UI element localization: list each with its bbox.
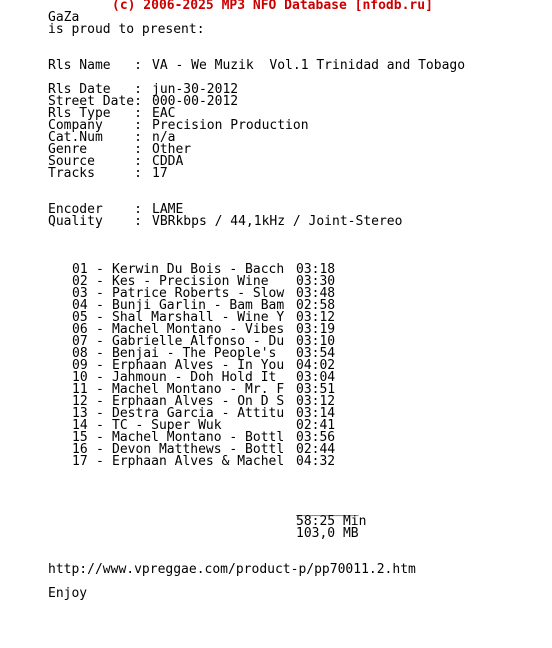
totals-separator: ________ — [296, 502, 359, 517]
track-duration: 03:56 — [296, 430, 336, 445]
track-number: 16 — [72, 442, 88, 457]
info-label: Street Date: — [48, 94, 142, 109]
product-url[interactable]: http://www.vpreggae.com/product-p/pp70011.2.htm — [48, 562, 416, 577]
track-duration: 03:30 — [296, 274, 336, 289]
track-number: 06 — [72, 322, 88, 337]
total-size: 103,0 MB — [296, 526, 359, 541]
track-number: 03 — [72, 286, 88, 301]
track-number: 11 — [72, 382, 88, 397]
info-label: Rls Type : — [48, 106, 142, 121]
track-separator: - — [96, 442, 104, 457]
track-duration: 04:02 — [296, 358, 336, 373]
track-separator: - — [96, 418, 104, 433]
track-separator: - — [96, 262, 104, 277]
track-separator: - — [96, 454, 104, 469]
info-label: Tracks : — [48, 166, 142, 181]
track-title: Destra Garcia - Attitu — [112, 406, 285, 421]
track-duration: 02:58 — [296, 298, 336, 313]
track-title: TC - Super Wuk — [112, 418, 285, 433]
info-value: jun-30-2012 — [152, 82, 239, 97]
track-title: Machel Montano - Bottl — [112, 430, 285, 445]
track-number: 12 — [72, 394, 88, 409]
track-number: 02 — [72, 274, 88, 289]
track-title: Machel Montano - Mr. F — [112, 382, 285, 397]
track-title: Shal Marshall - Wine Y — [112, 310, 285, 325]
track-title: Patrice Roberts - Slow — [112, 286, 285, 301]
track-duration: 03:12 — [296, 394, 336, 409]
info-label: Genre : — [48, 142, 142, 157]
track-separator: - — [96, 430, 104, 445]
track-number: 01 — [72, 262, 88, 277]
track-title: Kerwin Du Bois - Bacch — [112, 262, 285, 277]
total-duration: 58:25 Min — [296, 514, 367, 529]
track-duration: 03:10 — [296, 334, 336, 349]
track-duration: 03:04 — [296, 370, 336, 385]
encoding-label: Encoder : — [48, 202, 142, 217]
track-number: 14 — [72, 418, 88, 433]
track-separator: - — [96, 382, 104, 397]
track-duration: 03:54 — [296, 346, 336, 361]
track-number: 07 — [72, 334, 88, 349]
encoding-value: VBRkbps / 44,1kHz / Joint-Stereo — [152, 214, 403, 229]
track-duration: 04:32 — [296, 454, 336, 469]
track-duration: 02:44 — [296, 442, 336, 457]
track-title: Benjai - The People's — [112, 346, 285, 361]
info-value: 17 — [152, 166, 168, 181]
track-duration: 03:14 — [296, 406, 336, 421]
track-duration: 03:51 — [296, 382, 336, 397]
track-title: Devon Matthews - Bottl — [112, 442, 285, 457]
info-value: Other — [152, 142, 192, 157]
track-number: 09 — [72, 358, 88, 373]
track-title: Erphaan Alves - In You — [112, 358, 285, 373]
track-number: 13 — [72, 406, 88, 421]
track-title: Bunji Garlin - Bam Bam — [112, 298, 285, 313]
track-title: Erphaan Alves - On D S — [112, 394, 285, 409]
track-separator: - — [96, 334, 104, 349]
track-duration: 02:41 — [296, 418, 336, 433]
track-number: 17 — [72, 454, 88, 469]
track-separator: - — [96, 298, 104, 313]
track-separator: - — [96, 406, 104, 421]
track-duration: 03:48 — [296, 286, 336, 301]
track-number: 05 — [72, 310, 88, 325]
nfo-header: (c) 2006-2025 MP3 NFO Database [nfodb.ru] — [112, 0, 433, 13]
track-separator: - — [96, 358, 104, 373]
info-value: n/a — [152, 130, 176, 145]
track-duration: 03:18 — [296, 262, 336, 277]
track-number: 10 — [72, 370, 88, 385]
track-title: Jahmoun - Doh Hold It — [112, 370, 285, 385]
track-separator: - — [96, 394, 104, 409]
encoding-value: LAME — [152, 202, 184, 217]
track-number: 08 — [72, 346, 88, 361]
track-title: Gabrielle Alfonso - Du — [112, 334, 285, 349]
track-number: 04 — [72, 298, 88, 313]
track-separator: - — [96, 346, 104, 361]
info-label: Company : — [48, 118, 142, 133]
release-name-value: VA - We Muzik Vol.1 Trinidad and Tobago — [152, 58, 466, 73]
intro-text: is proud to present: — [48, 22, 205, 37]
track-separator: - — [96, 286, 104, 301]
encoding-label: Quality : — [48, 214, 142, 229]
release-name-label: Rls Name : — [48, 58, 142, 73]
track-separator: - — [96, 310, 104, 325]
info-value: Precision Production — [152, 118, 309, 133]
info-value: 000-00-2012 — [152, 94, 239, 109]
track-duration: 03:19 — [296, 322, 336, 337]
track-title: Machel Montano - Vibes — [112, 322, 285, 337]
track-separator: - — [96, 274, 104, 289]
track-separator: - — [96, 370, 104, 385]
track-duration: 03:12 — [296, 310, 336, 325]
track-title: Kes - Precision Wine — [112, 274, 285, 289]
info-label: Rls Date : — [48, 82, 142, 97]
info-value: EAC — [152, 106, 176, 121]
track-separator: - — [96, 322, 104, 337]
info-label: Cat.Num : — [48, 130, 142, 145]
track-title: Erphaan Alves & Machel — [112, 454, 285, 469]
info-value: CDDA — [152, 154, 184, 169]
closing-text: Enjoy — [48, 586, 88, 601]
track-number: 15 — [72, 430, 88, 445]
group-name: GaZa — [48, 10, 80, 25]
info-label: Source : — [48, 154, 142, 169]
